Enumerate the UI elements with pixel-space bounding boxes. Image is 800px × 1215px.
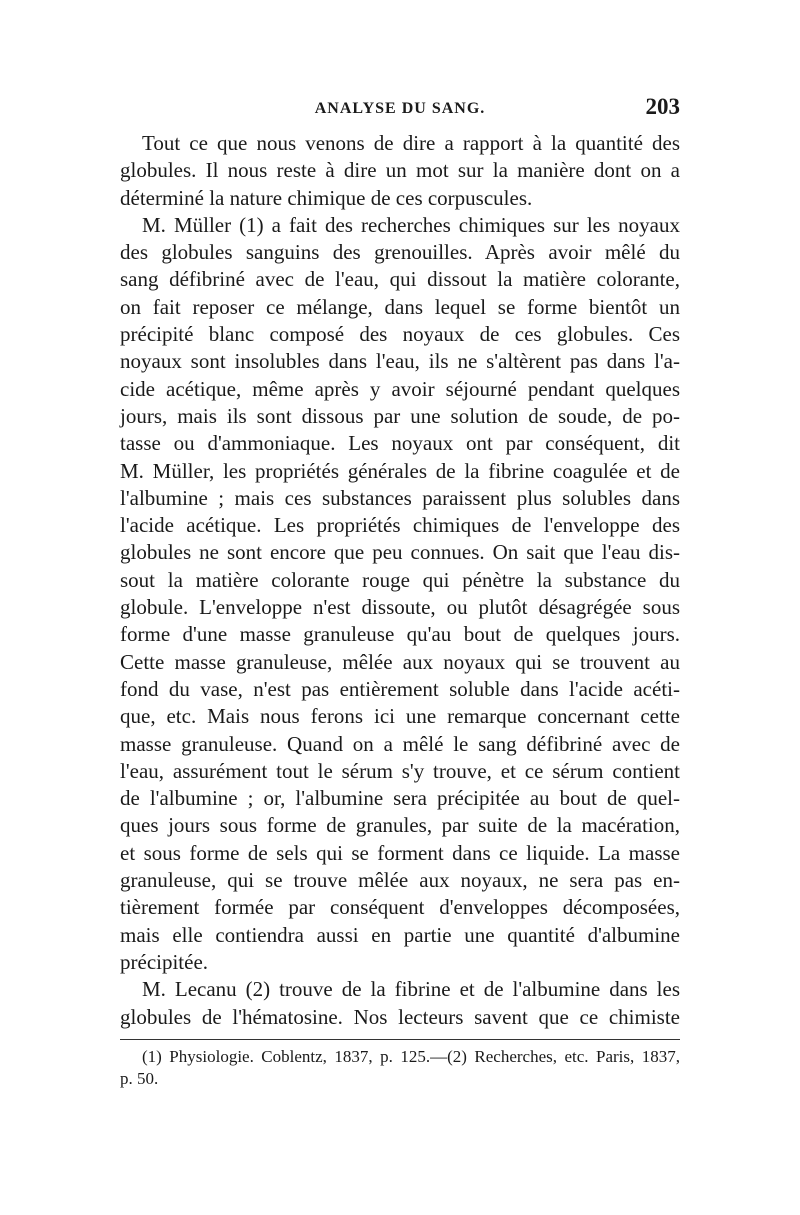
text-line: l'acide acétique. Les propriétés chimiques de l'enveloppe des xyxy=(120,513,680,538)
text-line: des globules sanguins des grenouilles. Après avoir mêlé du xyxy=(120,240,680,265)
footnote-rule xyxy=(120,1039,680,1040)
text-line: on fait reposer ce mélange, dans lequel se forme bientôt un xyxy=(120,294,680,319)
text-line: M. Müller (1) a fait des recherches chimiques sur les noyaux xyxy=(142,212,680,237)
text-line: fond du vase, n'est pas entièrement soluble dans l'acide acéti- xyxy=(120,676,680,701)
text-line: globule. L'enveloppe n'est dissoute, ou plutôt désagrégée sous xyxy=(120,595,680,620)
text-line: noyaux sont insolubles dans l'eau, ils ne s'altèrent pas dans l'a- xyxy=(120,349,680,374)
text-line: de l'albumine ; or, l'albumine sera précipitée au bout de quel- xyxy=(120,786,680,811)
book-page xyxy=(120,92,680,1090)
text-line: globules. Il nous reste à dire un mot sur la manière dont on a xyxy=(120,158,680,183)
text-line: Tout ce que nous venons de dire a rapport à la quantité des xyxy=(142,131,680,155)
text-line: ques jours sous forme de granules, par suite de la macération, xyxy=(120,813,680,838)
body-text xyxy=(120,130,680,1031)
text-line: déterminé la nature chimique de ces corpuscules. xyxy=(120,185,533,210)
text-line: jours, mais ils sont dissous par une solution de soude, de po- xyxy=(120,403,680,428)
text-line: précipitée. xyxy=(120,949,209,974)
text-line: masse granuleuse. Quand on a mêlé le sang défibriné avec de xyxy=(120,731,680,756)
page-header xyxy=(120,92,680,128)
text-line: cide acétique, même après y avoir séjourné pendant quelques xyxy=(120,376,680,401)
text-line: l'albumine ; mais ces substances paraissent plus solubles dans xyxy=(120,485,680,510)
text-line: globules ne sont encore que peu connues. On sait que l'eau dis- xyxy=(120,540,680,565)
text-line: que, etc. Mais nous ferons ici une remarque concernant cette xyxy=(120,704,680,729)
page-number: 203 xyxy=(645,94,680,119)
text-line: tièrement formée par conséquent d'enveloppes décomposées, xyxy=(120,895,680,920)
text-line: précipité blanc composé des noyaux de ces globules. Ces xyxy=(120,322,680,347)
text-line: M. Müller, les propriétés générales de la fibrine coagulée et de xyxy=(120,458,680,483)
text-line: sang défibriné avec de l'eau, qui dissout la matière colorante, xyxy=(120,267,680,292)
text-line: et sous forme de sels qui se forment dans ce liquide. La masse xyxy=(120,840,680,865)
text-line: granuleuse, qui se trouve mêlée aux noyaux, ne sera pas en- xyxy=(120,868,680,893)
text-line: sout la matière colorante rouge qui pénètre la substance du xyxy=(120,567,680,592)
text-line: l'eau, assurément tout le sérum s'y trouve, et ce sérum contient xyxy=(120,758,680,783)
footnote-line: p. 50. xyxy=(120,1068,159,1088)
text-line: Cette masse granuleuse, mêlée aux noyaux qui se trouvent au xyxy=(120,649,680,674)
running-head: ANALYSE DU SANG. xyxy=(314,100,486,117)
text-line: tasse ou d'ammoniaque. Les noyaux ont par conséquent, dit xyxy=(120,431,680,456)
footnote-line: (1) Physiologie. Coblentz, 1837, p. 125.—(2) Recherches, etc. Paris, 1837, xyxy=(142,1046,680,1066)
text-line: mais elle contiendra aussi en partie une quantité d'albumine xyxy=(120,922,680,947)
text-line: globules de l'hématosine. Nos lecteurs savent que ce chimiste xyxy=(120,1004,680,1029)
footnotes xyxy=(120,1046,680,1090)
text-line: forme d'une masse granuleuse qu'au bout de quelques jours. xyxy=(120,622,680,647)
text-line: M. Lecanu (2) trouve de la fibrine et de l'albumine dans les xyxy=(142,977,680,1002)
